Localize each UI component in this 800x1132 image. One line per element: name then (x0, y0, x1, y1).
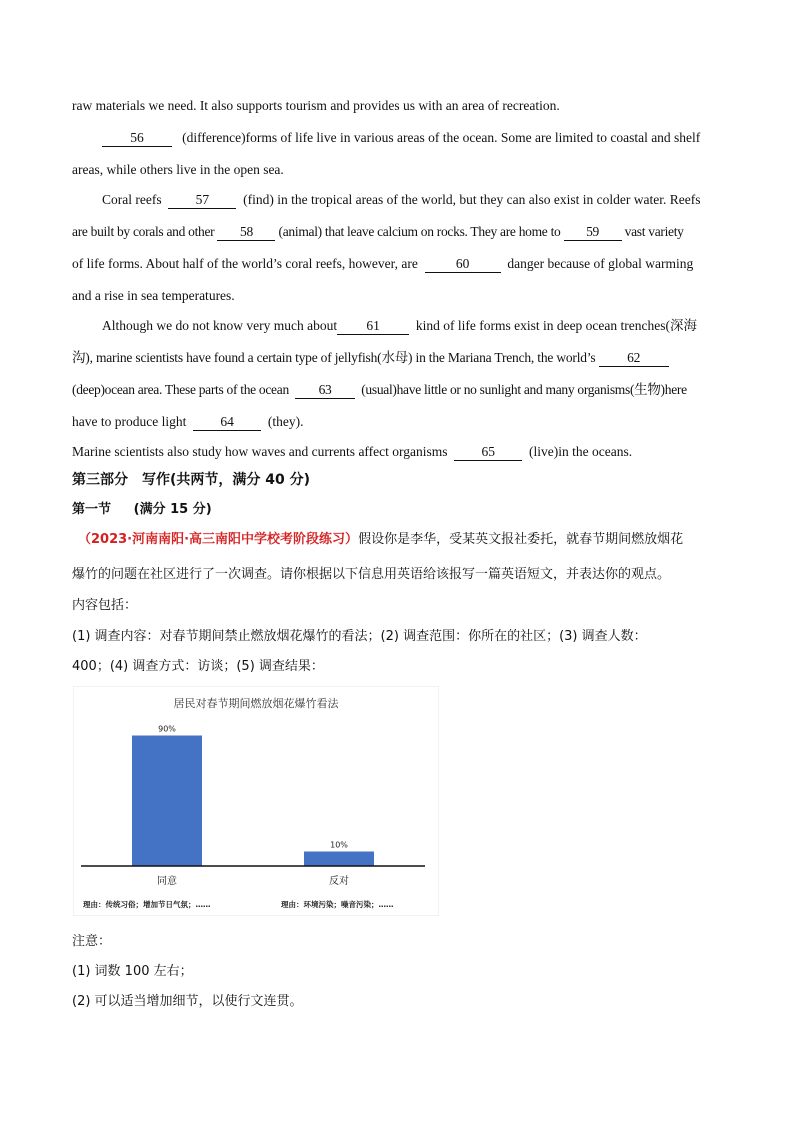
passage-line-11: Marine scientists also study how waves and currents affect organisms 65 (live)in the oceans. (72, 444, 633, 459)
passage-line-8: 沟), marine scientists have found a certain type of jellyfish(水母) in the Mariana Trench, the world’s 62 (72, 348, 669, 368)
passage-line-5: of life forms. About half of the world’s coral reefs, however, are 60 danger because of global warming (72, 256, 694, 271)
content-item-1: (1) 调查内容：对春节期间禁止燃放烟花爆竹的看法；(2) 调查范围：你所在的社区；(3) 调查人数： (72, 629, 647, 644)
source-label: （2023·河南南阳·高三南阳中学校考阶段练习） (78, 532, 359, 547)
content-label: 内容包括： (72, 598, 138, 613)
passage-line-1: 56 (difference)forms of life live in various areas of the ocean. Some are limited to coastal and shelf (102, 128, 700, 148)
content-item-2: 400；(4) 调查方式：访谈；(5) 调查结果： (72, 659, 324, 674)
blank-61[interactable]: 61 (337, 318, 409, 335)
prompt-line-1: （2023·河南南阳·高三南阳中学校考阶段练习）假设你是李华，受某英文报社委托，就春节期间燃放烟花 (78, 532, 684, 547)
blank-58[interactable]: 58 (217, 224, 275, 241)
passage-line-9: (deep)ocean area. These parts of the ocean 63 (usual)have little or no sunlight and many organisms(生物)here (72, 382, 687, 397)
bar-0 (132, 736, 202, 867)
survey-bar-chart (73, 686, 439, 916)
chart-title: 居民对春节期间燃放烟花爆竹看法 (173, 697, 339, 710)
section-title: 第三部分 写作(共两节，满分 40 分) (72, 472, 311, 488)
note-1: (1) 词数 100 左右； (72, 964, 193, 979)
blank-64[interactable]: 64 (193, 414, 261, 431)
passage-line-0: raw materials we need. It also supports tourism and provides us with an area of recreation. (72, 98, 560, 113)
passage-line-4: are built by corals and other 58 (animal) that leave calcium on rocks. They are home to 59 vast variety (72, 224, 684, 239)
bar-value-label-0: 90% (158, 724, 176, 734)
category-label-1: 反对 (329, 876, 349, 887)
passage-line-10: have to produce light 64 (they). (72, 414, 304, 429)
bar-1 (304, 852, 374, 867)
passage-line-3: Coral reefs 57 (find) in the tropical areas of the world, but they can also exist in colder water. Reefs (102, 192, 701, 207)
blank-57[interactable]: 57 (168, 192, 236, 209)
reason-label-0: 理由：传统习俗；增加节日气氛；…… (83, 900, 211, 909)
blank-60[interactable]: 60 (425, 256, 501, 273)
blank-59[interactable]: 59 (564, 224, 622, 241)
blank-56[interactable]: 56 (102, 130, 172, 147)
note-2: (2) 可以适当增加细节，以使行文连贯。 (72, 994, 303, 1009)
bar-value-label-1: 10% (330, 840, 348, 850)
reason-label-1: 理由：环境污染；噪音污染；…… (281, 900, 394, 909)
blank-65[interactable]: 65 (454, 444, 522, 461)
blank-63[interactable]: 63 (295, 382, 355, 399)
passage-line-2: areas, while others live in the open sea. (72, 162, 284, 177)
passage-line-7: Although we do not know very much about 61 kind of life forms exist in deep ocean trenches(深海 (102, 318, 698, 333)
passage-line-6: and a rise in sea temperatures. (72, 288, 235, 303)
category-label-0: 同意 (157, 876, 177, 887)
prompt-line-2: 爆竹的问题在社区进行了一次调查。请你根据以下信息用英语给该报写一篇英语短文，并表达你的观点。 (72, 567, 671, 582)
notes-label: 注意： (72, 934, 112, 949)
blank-62[interactable]: 62 (599, 350, 669, 367)
subsection-title: 第一节 (满分 15 分) (72, 502, 212, 517)
